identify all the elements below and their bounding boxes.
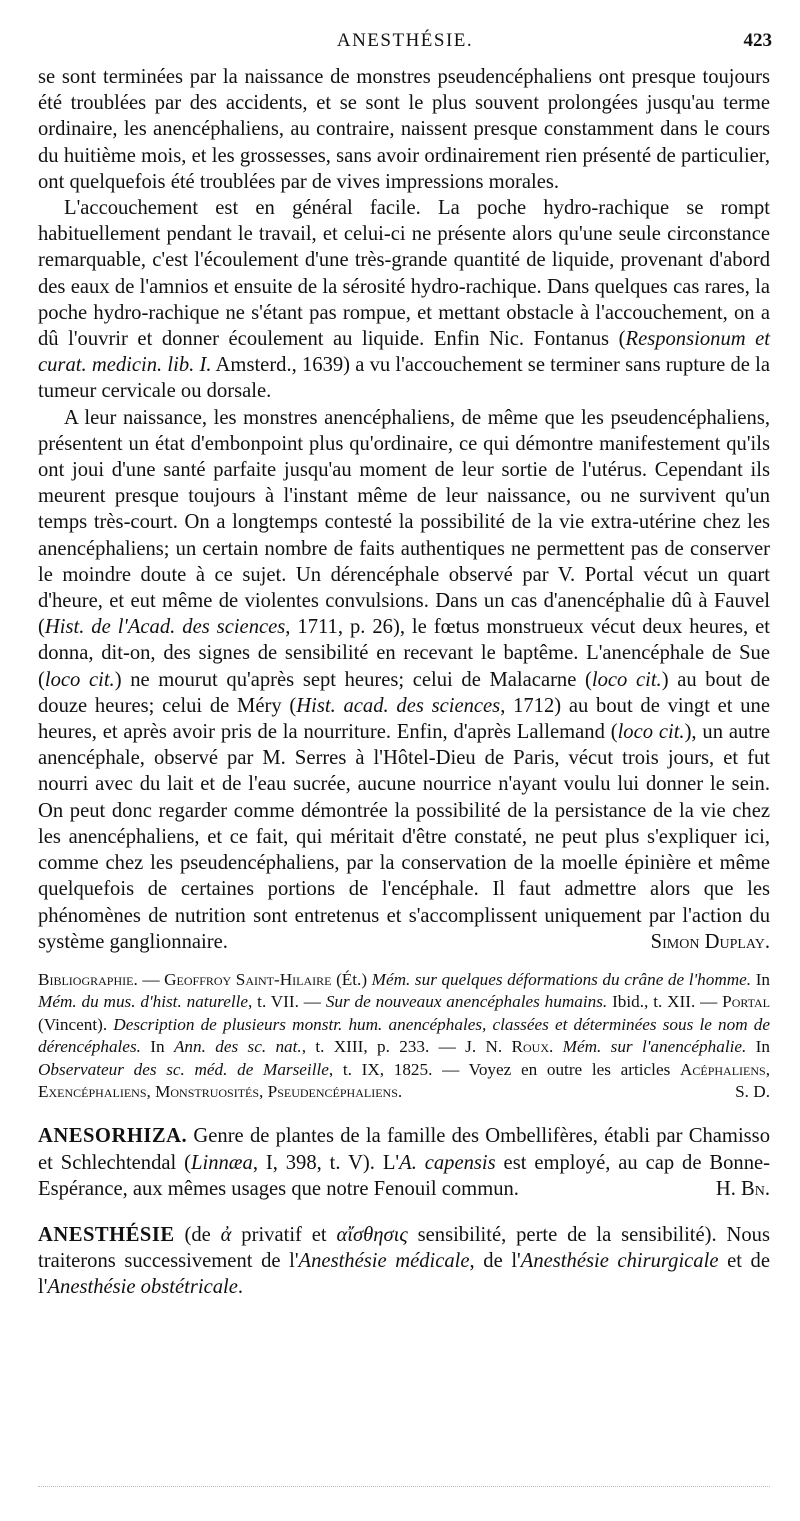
page-body xyxy=(38,64,770,1301)
cited-author: Portal xyxy=(722,992,771,1012)
entry-headword: ANESTHÉSIE xyxy=(38,1223,175,1246)
citation-title: loco cit. xyxy=(44,668,115,691)
text-run: Amsterd., 1639) a vu l'accouchement se terminer sans rupture de la tumeur cervicale ou dorsale. xyxy=(38,354,770,403)
text-run: et de l' xyxy=(38,1250,770,1299)
subtopic-title: Anesthésie médicale xyxy=(298,1250,470,1273)
text-run: , t. XIII, p. 233. — J. N. xyxy=(301,1037,512,1057)
cited-work: Observateur des sc. méd. de Marseille xyxy=(38,1059,329,1079)
text-run: , 1711, p. 26), le fœtus monstrueux vécut deux heures, et donna, dit-on, des signes de sensibilité en recevant le baptême. L'anencéphale de Sue ( xyxy=(38,616,770,691)
cited-author: Roux xyxy=(511,1037,549,1057)
bibliography xyxy=(38,969,770,1103)
entry-paragraph xyxy=(38,1123,770,1202)
text-run: (Ét.) xyxy=(331,969,372,989)
text-run: , 1712) au bout de vingt et une heures, et après avoir pris de la nourriture. Enfin, d'après Lallemand ( xyxy=(38,694,770,744)
cited-author: Geoffroy Saint-Hilaire xyxy=(164,969,332,989)
bibliography-initials: S. D. xyxy=(735,1081,770,1101)
text-run: ), un autre anencéphale, observé par M. Serres à l'Hôtel-Dieu de Paris, vécut trois jours, et fut nourri avec du lait et de l'eau sucrée, aucune nourrice n'ayant voulu lui donner le sein. On peut donc regarder comme démontrée la possibilité de la persistance de la vie chez les anencéphaliens, et ce fait, qui méritait d'être constaté, ne peut plus s'expliquer ici, comme chez les pseudencéphaliens, par la conservation de la moelle épinière et même quelquefois de certaines portions de l'encéphale. Il faut admettre alors que les phénomènes de nutrition sont entretenus et s'accomplissent uniquement par l'action du système ganglionnaire. xyxy=(38,721,770,953)
text-run: sensibilité, perte de la sensibilité). Nous traiterons successivement de l' xyxy=(38,1223,770,1273)
text-run: , I, 398, t. V). L' xyxy=(252,1151,400,1174)
text-run: ) ne mourut qu'après sept heures; celui de Malacarne ( xyxy=(114,668,592,691)
subtopic-title: Anesthésie chirurgicale xyxy=(520,1250,719,1273)
cited-work: Mém. du mus. d'hist. naturelle xyxy=(38,992,249,1012)
text-run: In xyxy=(140,1037,174,1057)
subtopic-title: Anesthésie obstétricale xyxy=(47,1276,238,1299)
text-run: — xyxy=(137,969,165,989)
citation-title: Hist. de l'Acad. des sciences xyxy=(44,616,286,639)
text-run: (Vincent). xyxy=(38,1014,114,1034)
greek-word: αἴσθησις xyxy=(336,1223,408,1246)
page-header xyxy=(38,30,772,54)
entry-anesthesie xyxy=(38,1222,770,1301)
greek-prefix: ἀ xyxy=(220,1223,232,1246)
running-title: ANESTHÉSIE. xyxy=(336,30,474,51)
citation-title: Hist. acad. des sciences xyxy=(296,694,501,717)
bibliography-label: Bibliographie. xyxy=(38,969,138,989)
see-also-references: Acéphaliens, Exencéphaliens, Monstruosités, Pseudencéphaliens. xyxy=(38,1059,770,1101)
text-run: Ibid., t. XII. — xyxy=(607,992,723,1012)
cited-work: Sur de nouveaux anencéphales humains. xyxy=(325,992,608,1012)
article-paragraph-1: se sont terminées par la naissance de monstres pseudencéphaliens ont presque toujours été troublées par des accidents, et se sont le plus souvent prolongées jusqu'au terme ordinaire, les anencéphaliens, au contraire, naissent presque constamment dans le cours du huitième mois, et les grossesses, sans avoir ordinairement rien présenté de particulier, ont quelquefois été troublées par de vives impressions morales. xyxy=(38,66,770,193)
citation-title: Responsionum et curat. medicin. lib. I. xyxy=(38,328,771,377)
cited-work: Mém. sur l'anencéphalie. xyxy=(562,1037,747,1057)
article-paragraph-2 xyxy=(38,195,770,405)
entry-paragraph xyxy=(38,1222,770,1301)
citation-title: loco cit. xyxy=(591,668,662,691)
entry-headword: ANESORHIZA. xyxy=(38,1125,188,1148)
text-run: , de l' xyxy=(469,1250,521,1273)
cited-work: Mém. sur quelques déformations du crâne de l'homme. xyxy=(371,969,752,989)
text-run: In xyxy=(746,1037,770,1057)
cited-work: Description de plusieurs monstr. hum. anencéphales, classées et déterminées sous le nom de dérencéphales. xyxy=(38,1014,770,1057)
text-run: privatif et xyxy=(231,1223,337,1246)
text-run: In xyxy=(751,969,771,989)
article-paragraph-3 xyxy=(38,405,770,955)
text-run: , t. IX, 1825. — Voyez en outre les articles xyxy=(328,1059,680,1079)
page-number: 423 xyxy=(743,30,772,51)
text-run: . xyxy=(237,1276,244,1299)
entry-anesorhiza xyxy=(38,1123,770,1202)
entry-initials: H. Bn. xyxy=(715,1177,770,1200)
text-run: . xyxy=(549,1037,563,1057)
citation-title: Linnæa xyxy=(191,1151,253,1174)
cited-work: Ann. des sc. nat. xyxy=(173,1037,302,1057)
text-run: ) au bout de douze heures; celui de Méry ( xyxy=(38,668,770,717)
text-run: , t. VII. — xyxy=(248,992,326,1012)
author-signature: Simon Duplay. xyxy=(650,930,770,953)
citation-title: loco cit. xyxy=(617,721,685,744)
text-run: L'accouchement est en général facile. La poche hydro-rachique se rompt habituellement pendant le travail, et celui-ci ne présente alors qu'une seule circonstance remarquable, c'est l'écoulement d'une très-grande quantité de liquide, provenant d'abord des eaux de l'amnios et ensuite de la sérosité hydro-rachique. Dans quelques cas rares, la poche hydro-rachique ne s'étant pas rompue, et mettant obstacle à l'accouchement, on a dû l'ouvrir et donner écoulement au liquide. Enfin Nic. Fontanus ( xyxy=(38,197,770,351)
text-run: Genre de plantes de la famille des Ombellifères, établi par Chamisso et Schlechtendal ( xyxy=(38,1125,770,1174)
species-name: A. capensis xyxy=(399,1151,496,1174)
text-run: A leur naissance, les monstres anencéphaliens, de même que les pseudencéphaliens, présentent un état d'embonpoint plus qu'ordinaire, ce qui démontre manifestement qu'ils ont joui d'une santé parfaite jusqu'au moment de leur sortie de l'utérus. Cependant ils meurent presque toujours à l'instant même de leur naissance, ou ne survivent qu'un temps très-court. On a longtemps contesté la possibilité de la vie extra-utérine chez les anencéphaliens; un certain nombre de faits authentiques ne permettent pas de conserver le moindre doute à ce sujet. Un dérencéphale observé par V. Portal vécut un quart d'heure, et eut même de violentes convulsions. Dans un cas d'anencéphalie dû à Fauvel ( xyxy=(38,406,770,639)
footer-rule xyxy=(38,1486,770,1488)
text-run: (de xyxy=(174,1223,221,1246)
text-run: est employé, au cap de Bonne-Espérance, aux mêmes usages que notre Fenouil commun. xyxy=(38,1151,771,1200)
